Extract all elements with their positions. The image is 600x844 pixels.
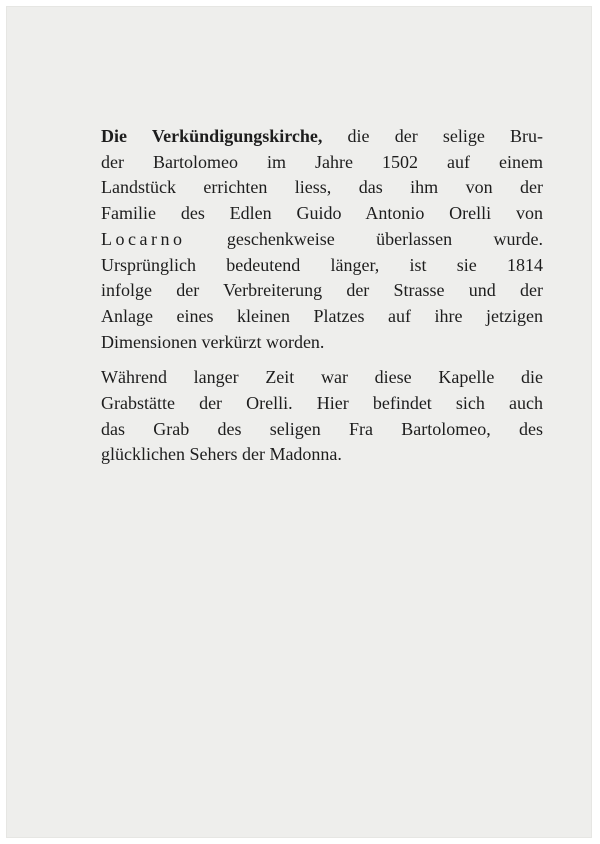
place-name: Locarno [101,228,186,249]
text-line: Grabstätte der Orelli. Hier befindet sich auch [101,393,543,414]
text-line: Landstück errichten liess, das ihm von der [101,177,543,198]
text-line: Anlage eines kleinen Platzes auf ihre jetzigen [101,305,543,326]
text-line [101,124,543,150]
paragraph-2 [101,365,543,468]
text-line: Familie des Edlen Guido Antonio Orelli von [101,203,543,224]
body-text [101,124,543,468]
text-line-rest: die der selige Bru- [322,126,543,146]
text-line: Während langer Zeit war diese Kapelle die [101,367,543,388]
heading-term: Die Verkündigungskirche, [101,126,323,146]
text-line: Ursprünglich bedeutend länger, ist sie 1814 [101,254,543,275]
book-page [6,6,592,838]
text-line: infolge der Verbreiterung der Strasse und der [101,280,543,301]
text-line-rest: geschenkweise überlassen wurde. [185,228,543,249]
text-line [101,227,543,253]
text-line: glücklichen Sehers der Madonna. [101,444,342,465]
text-line: das Grab des seligen Fra Bartolomeo, des [101,418,543,439]
text-line: der Bartolomeo im Jahre 1502 auf einem [101,151,543,172]
text-line: Dimensionen verkürzt worden. [101,331,325,352]
paragraph-1 [101,124,543,355]
